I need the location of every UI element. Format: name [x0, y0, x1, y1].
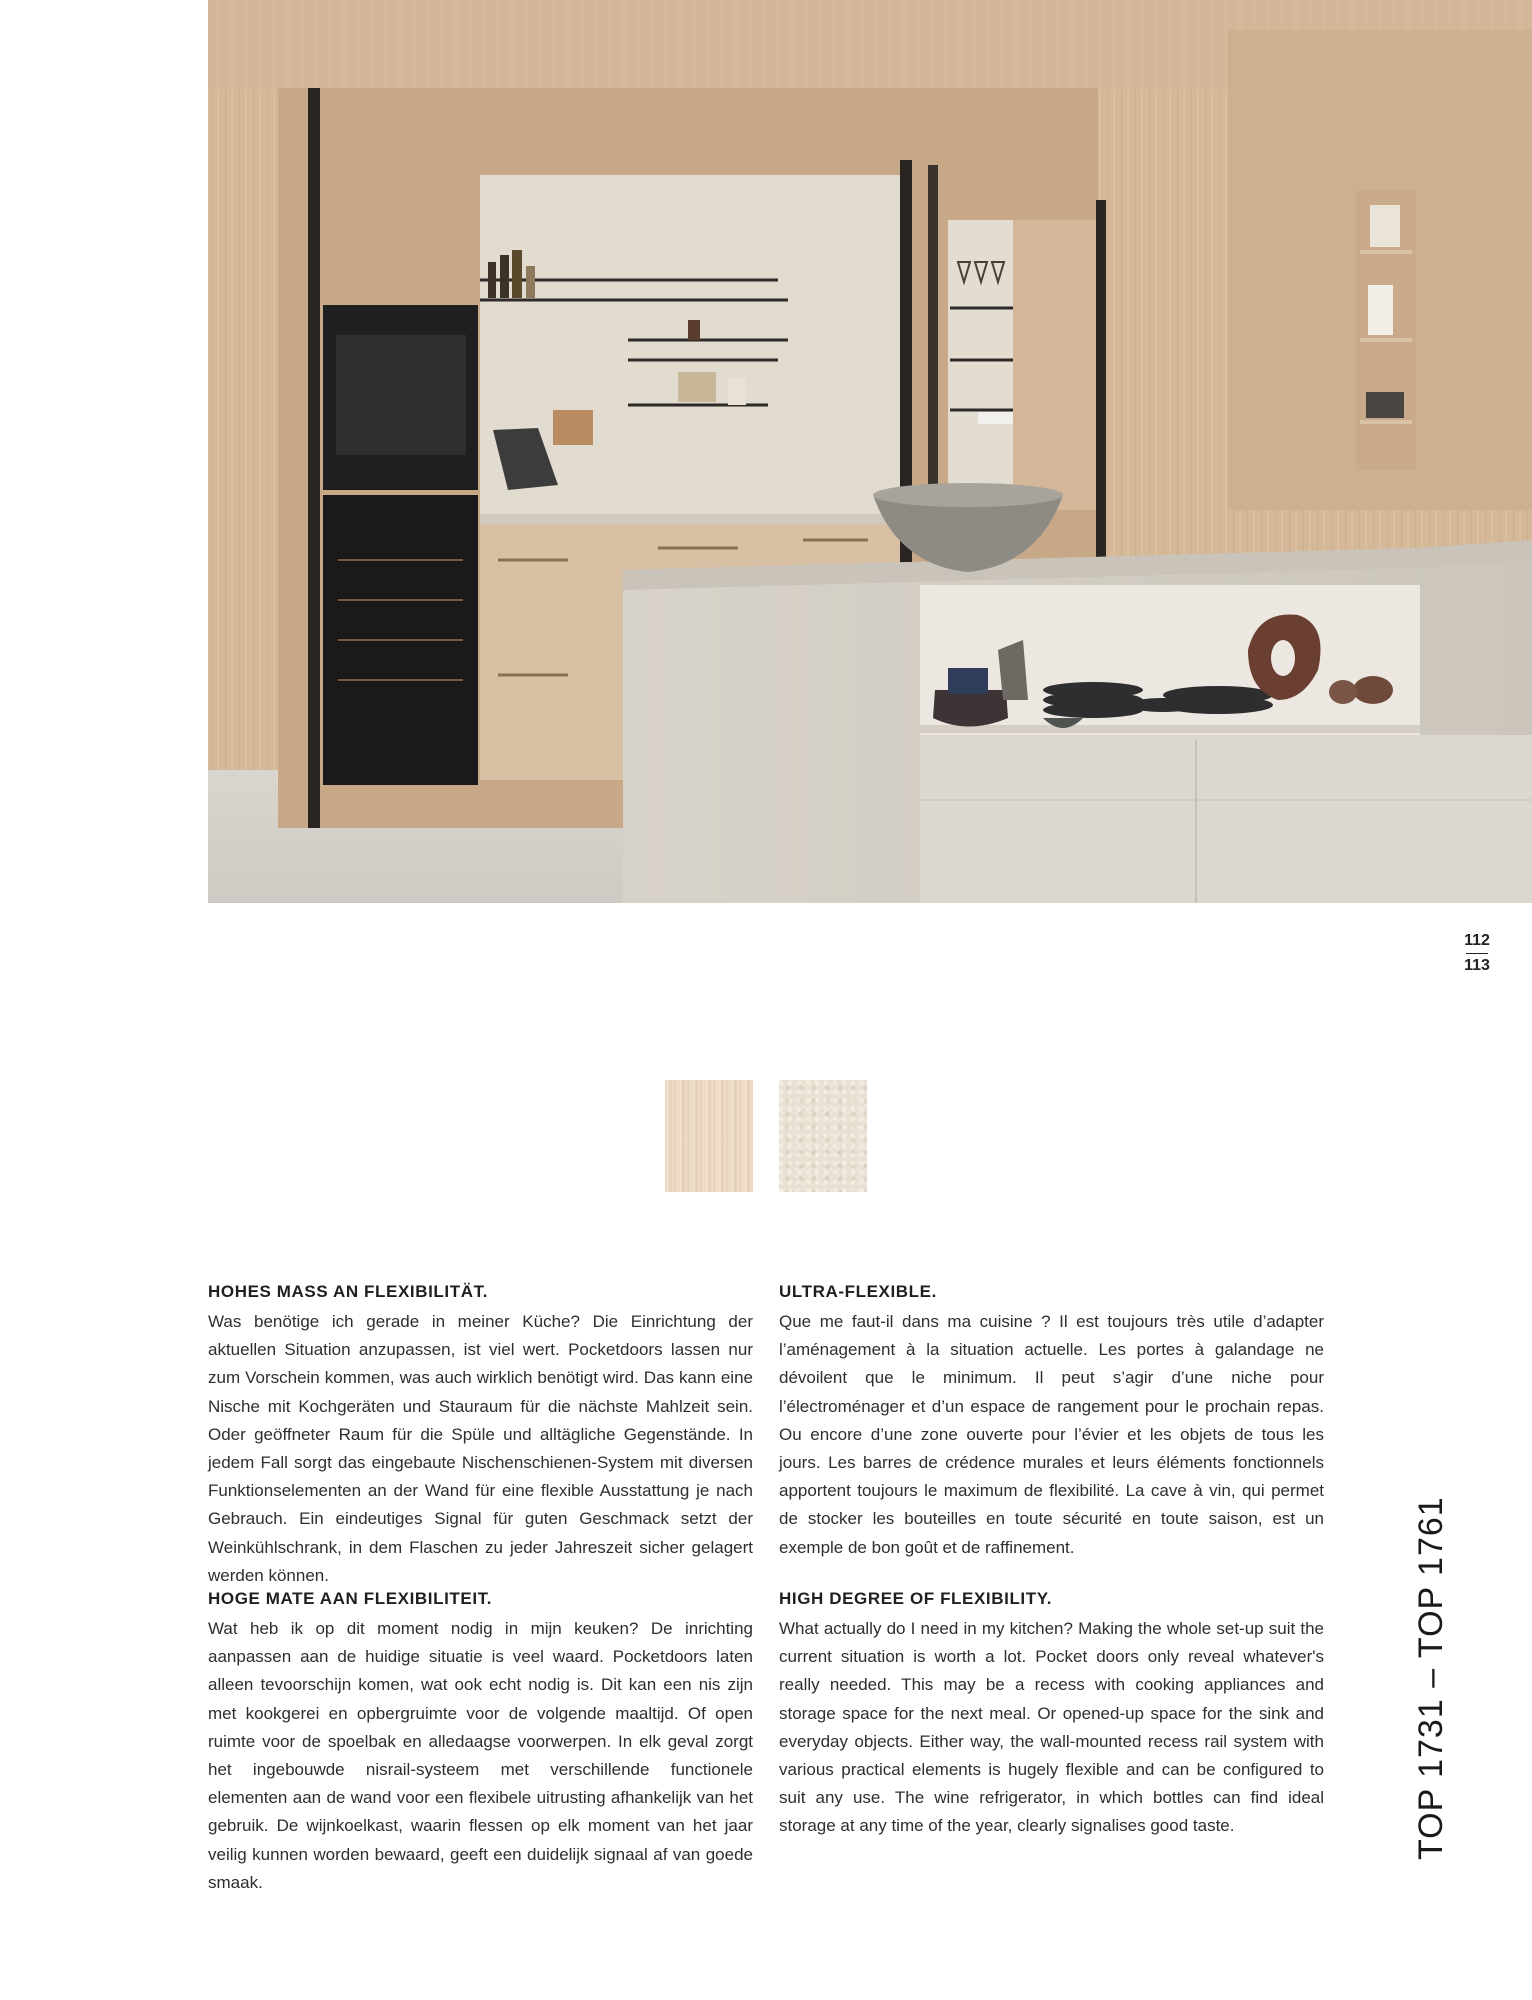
body-nl: Wat heb ik op dit moment nodig in mijn keuken? De inrichting aanpassen aan de huidige situatie is veel waard. Pocketdoors laten alleen tevoorschijn komen, wat ook echt nodig is. Dit kan een nis zijn met kookgerei en opbergruimte voor de volgende maaltijd. Of open ruimte voor de spoelbak en alledaagse voorwerpen. In elk geval zorgt het ingebouwde nisrail-systeem met verschillende functionele elementen aan de wand voor een flexibele uitrusting afhankelijk van het gebruik. De wijnkoelkast, waarin flessen op elk moment van het jaar veilig kunnen worden bewaard, geeft een duidelijk signaal af van goede smaak.: [208, 1619, 753, 1892]
stone-finish-swatch: [779, 1080, 867, 1192]
page-number-divider: [1466, 953, 1488, 954]
section-de: [208, 1280, 753, 1590]
body-en: What actually do I need in my kitchen? Making the whole set-up suit the current situation is worth a lot. Pocket doors only reveal whatever's really needed. This may be a recess with cooking appliances and storage space for the next meal. Or opened-up space for the sink and everyday objects. Either way, the wall-mounted recess rail system with various practical elements is hugely flexible and can be configured to suit any use. The wine refrigerator, in which bottles can find ideal storage at any time of the year, clearly signalises good taste.: [779, 1619, 1324, 1836]
section-fr: [779, 1280, 1324, 1562]
heading-en: HIGH DEGREE OF FLEXIBILITY.: [779, 1589, 1053, 1608]
body-fr: Que me faut-il dans ma cuisine ? Il est toujours très utile d’adapter l’aménagement à la situation actuelle. Les portes à galandage ne dévoilent que le minimum. Il peut s’agir d’une niche pour l’électroménager et d’un espace de rangement pour le prochain repas. Ou encore d’une zone ouverte pour l’évier et les objets de tous les jours. Les barres de crédence murales et leurs éléments fonctionnels apportent toujours le maximum de flexibilité. La cave à vin, qui permet de stocker les bouteilles en toute sécurité en toute saison, est un exemple de bon goût et de raffinement.: [779, 1312, 1324, 1557]
section-nl: [208, 1587, 753, 1897]
page-number: [1462, 930, 1492, 977]
kitchen-photo: [208, 0, 1532, 903]
body-de: Was benötige ich gerade in meiner Küche? Die Einrichtung der aktuellen Situation anzupassen, ist viel wert. Pocketdoors lassen nur zum Vorschein kommen, was auch wirklich benötigt wird. Das kann eine Nische mit Kochgeräten und Stauraum für die nächste Mahlzeit sein. Oder geöffneter Raum für die Spüle und alltägliche Gegenstände. In jedem Fall sorgt das eingebaute Nischenschienen-System mit diversen Funktionselementen an der Wand für eine flexible Ausstattung je nach Gebrauch. Ein eindeutiges Signal für guten Geschmack setzt der Weinkühlschrank, in dem Flaschen zu jeder Jahreszeit sicher gelagert werden können.: [208, 1312, 753, 1585]
heading-de: HOHES MASS AN FLEXIBILITÄT.: [208, 1282, 489, 1301]
wood-finish-swatch: [665, 1080, 753, 1192]
heading-nl: HOGE MATE AAN FLEXIBILITEIT.: [208, 1589, 493, 1608]
page-number-top: 112: [1464, 932, 1490, 949]
heading-fr: ULTRA-FLEXIBLE.: [779, 1282, 937, 1301]
section-en: [779, 1587, 1324, 1841]
page-number-bottom: 113: [1464, 957, 1490, 974]
product-title: TOP 1731 – TOP 1761: [1412, 1496, 1450, 1860]
